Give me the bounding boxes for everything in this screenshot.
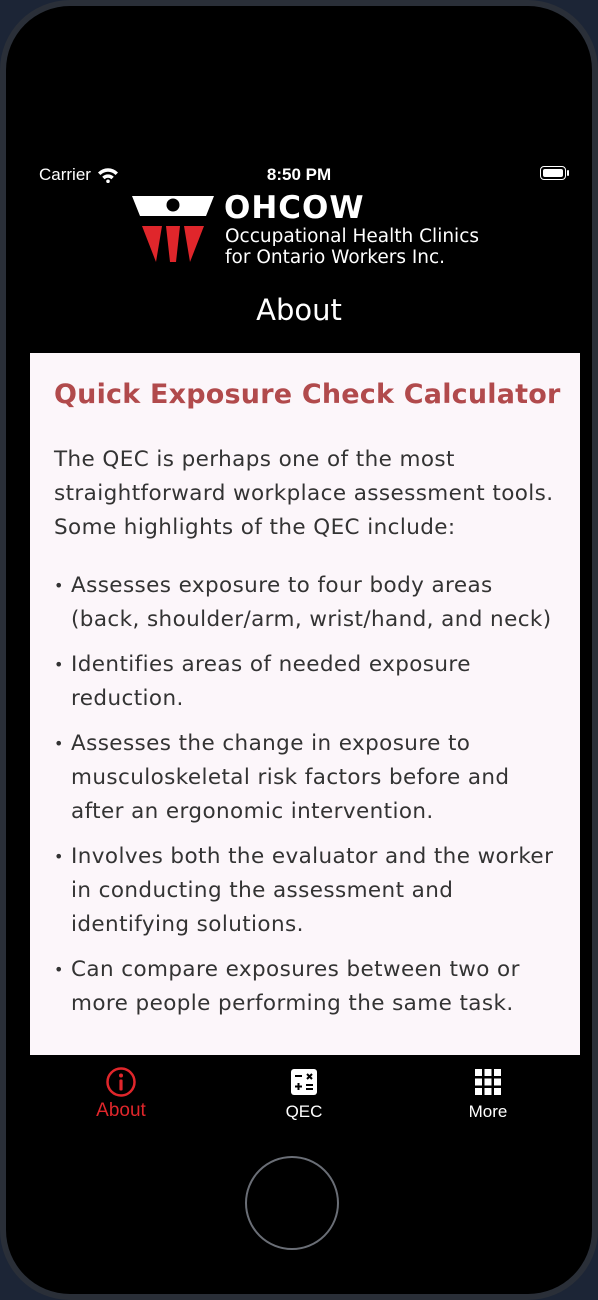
intro-paragraph: The QEC is perhaps one of the most straightforward workplace assessment tools. Some highlights of the QEC include: (54, 447, 554, 540)
home-button[interactable] (245, 1156, 339, 1250)
list-item: • Assesses the change in exposure to musculoskeletal risk factors before and after an ergonomic intervention. (54, 727, 554, 829)
tab-bar (10, 1056, 588, 1136)
clock: 8:50 PM (266, 165, 332, 184)
status-bar (10, 164, 588, 186)
tab-more-label: More (468, 1102, 508, 1121)
tab-qec[interactable] (234, 1066, 374, 1122)
logo-subtitle (225, 226, 479, 268)
logo-subtitle-line1: Occupational Health Clinics (225, 226, 480, 247)
list-item: • Can compare exposures between two or more people performing the same task. (54, 953, 554, 1021)
content-heading: Quick Exposure Check Calculator (54, 379, 561, 410)
info-circle-icon (105, 1066, 137, 1098)
logo-name: OHCOW (224, 190, 365, 226)
highlights-list (54, 569, 554, 1032)
grid-icon (472, 1066, 504, 1098)
tab-more[interactable] (418, 1066, 558, 1122)
ohcow-logo (132, 192, 492, 268)
calculator-icon (288, 1066, 320, 1098)
logo-subtitle-line2: for Ontario Workers Inc. (225, 247, 446, 268)
logo-mark-icon (132, 192, 214, 264)
tab-qec-label: QEC (285, 1102, 323, 1121)
about-content[interactable] (30, 353, 580, 1055)
tab-about[interactable] (51, 1066, 191, 1122)
carrier-label: Carrier (39, 165, 91, 184)
page-title: About (256, 293, 342, 327)
screen (10, 16, 588, 1286)
battery-icon (540, 166, 570, 182)
tab-about-label: About (96, 1100, 146, 1121)
list-item: • Assesses exposure to four body areas (back, shoulder/arm, wrist/hand, and neck) (54, 569, 554, 637)
list-item: • Involves both the evaluator and the worker in conducting the assessment and identifying solutions. (54, 840, 554, 942)
list-item: • Identifies areas of needed exposure reduction. (54, 648, 554, 716)
